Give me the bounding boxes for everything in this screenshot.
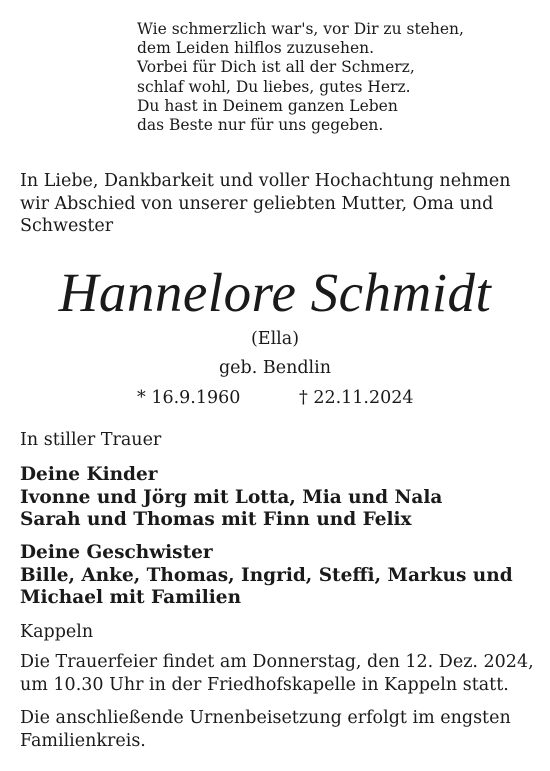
funeral-line: Die Trauerfeier findet am Donnerstag, den 12. Dez. 2024, [20, 652, 534, 672]
children-group [20, 464, 545, 532]
siblings-group [20, 542, 545, 610]
children-heading: Deine Kinder [20, 464, 158, 485]
poem-line: Wie schmerzlich war's, vor Dir zu stehen, [137, 20, 464, 38]
burial-line: Familienkreis. [20, 730, 146, 751]
siblings-heading: Deine Geschwister [20, 542, 213, 563]
birth-date: * 16.9.1960 [137, 388, 241, 408]
siblings-line: Michael mit Familien [20, 587, 242, 608]
funeral-info [20, 651, 545, 696]
deceased-nickname: (Ella) [250, 329, 300, 349]
deceased-name: Hannelore Schmidt [58, 262, 492, 323]
poem-line: Vorbei für Dich ist all der Schmerz, [137, 58, 415, 77]
burial-line: Die anschließende Urnenbeisetzung erfolgt im engsten [20, 708, 511, 728]
mourning-label: In stiller Trauer [20, 430, 162, 450]
intro-text [20, 170, 540, 238]
burial-info [20, 707, 545, 752]
death-date: † 22.11.2024 [299, 388, 414, 408]
intro-line: Schwester [20, 216, 114, 236]
place: Kappeln [20, 622, 94, 642]
siblings-line: Bille, Anke, Thomas, Ingrid, Steffi, Markus und [20, 564, 513, 586]
children-line: Ivonne und Jörg mit Lotta, Mia und Nala [20, 486, 443, 508]
birth-name: geb. Bendlin [218, 358, 332, 378]
poem-line: schlaf wohl, Du liebes, gutes Herz. [137, 77, 411, 96]
intro-line: In Liebe, Dankbarkeit und voller Hochachtung nehmen [20, 171, 511, 191]
poem-line: das Beste nur für uns gegeben. [137, 116, 384, 135]
poem-line: Du hast in Deinem ganzen Leben [137, 96, 398, 115]
children-line: Sarah und Thomas mit Finn und Felix [20, 509, 412, 530]
funeral-line: um 10.30 Uhr in der Friedhofskapelle in Kappeln statt. [20, 674, 509, 695]
intro-line: wir Abschied von unserer geliebten Mutter, Oma und [20, 193, 494, 214]
poem [137, 20, 537, 135]
poem-line: dem Leiden hilflos zuzusehen. [137, 39, 375, 58]
